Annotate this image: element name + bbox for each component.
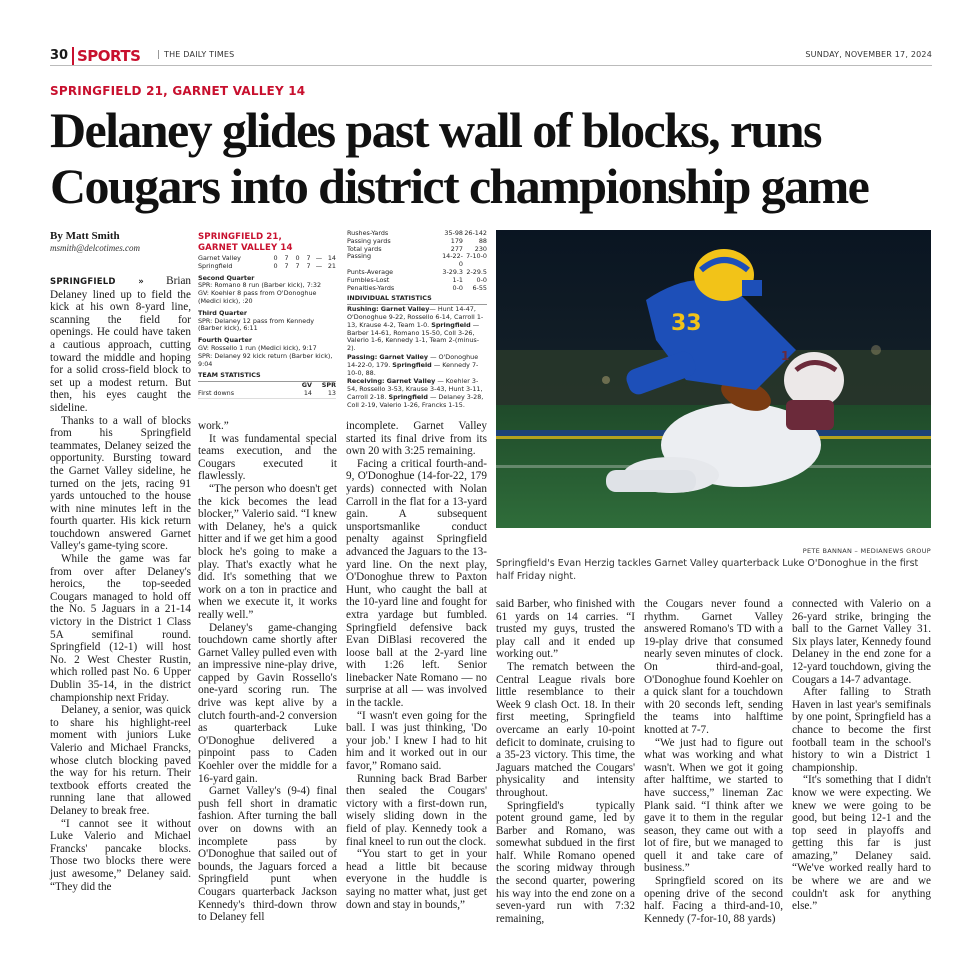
newspaper-name: THE DAILY TIMES <box>158 50 234 59</box>
paragraph: The rematch between the Central League rivals bore little resemblance to their Week 9 clash Oct. 18. In their first meeting, Springfield overcame an early 10-point deficit to dominate, cruising to a 35-23 victory. This time, the Jaguars matched the Cougars' physicality and intensity throughout. <box>496 660 635 799</box>
paragraph: Springfield's typically potent ground game, led by Barber and Romano, was somewhat subdued in the first half. While Romano opened the scoring midway through the second quarter, powering his way into the end zone on a seven-yard run with 7:32 remaining, <box>496 799 635 925</box>
paragraph: “It's something that I didn't know we were expecting. We knew we were going to be good, but being 12-1 and the top seed in playoffs and getting this far is just amazing,” Delaney said. “We've worked really hard to be where we are and we couldn't ask for anything else.” <box>792 774 931 913</box>
line-score-row: Springfield 0 7 7 7 — 21 <box>198 261 336 270</box>
line-score-row: Garnet Valley 0 7 0 7 — 14 <box>198 254 336 262</box>
photo-credit: PETE BANNAN – MEDIANEWS GROUP <box>802 547 931 555</box>
headline-line-1: Delaney glides past wall of blocks, runs <box>50 102 821 158</box>
team-stats-row: Rushes-Yards 35-98 26-142 <box>347 229 487 237</box>
box-score <box>198 232 336 399</box>
paragraph: While the game was far from over after Delaney's heroics, the top-seeded Cougars managed to hold off the No. 5 Jaguars in a 21-14 victory in the District 1 Class 5A semifinal round. Springfield (12-1) will host No. 2 West Chester Rustin, which rolled past No. 6 Upper Dublin 35-14, in the district championship next Friday. <box>50 553 191 704</box>
box-score-continued <box>347 230 487 410</box>
paragraph: Springfield scored on its opening drive of the second half. Facing a third-and-10, Kennedy (7-for-10, 88 yards) <box>644 875 783 925</box>
paragraph: connected with Valerio on a 26-yard strike, bringing the ball to the Garnet Valley 31. Six plays later, Kennedy found Delaney in the end zone for a 12-yard touchdown, giving the Cougars a 14-7 advantage. <box>792 598 931 686</box>
headline <box>50 102 950 214</box>
scoring-play: GV: Koehler 8 pass from O'Donoghue (Medici kick), :20 <box>198 289 317 305</box>
paragraph: “I wasn't even going for the ball. I was just thinking, 'Do your job.' I knew I had to hit him and it worked out in our favor,” Romano said. <box>346 709 487 773</box>
team-stats-row: Punts-Average 3-29.3 2-29.5 <box>347 267 487 276</box>
byline <box>50 230 190 253</box>
scoring-play: SPR: Delaney 92 kick return (Barber kick), 9:04 <box>198 351 333 368</box>
team-stats-row: First downs 14 13 <box>198 388 336 397</box>
individual-stats-heading: INDIVIDUAL STATISTICS <box>347 295 487 305</box>
photo-caption: Springfield's Evan Herzig tackles Garnet Valley quarterback Luke O'Donoghue in the first half Friday night. <box>496 558 919 582</box>
scoring-play: SPR: Delaney 12 pass from Kennedy (Barber kick), 6:11 <box>198 316 315 333</box>
passing-stats: Passing: Garnet Valley — O'Donoghue 14-22-0, 179. Springfield — Kennedy 7-10-0, 88. <box>347 352 479 377</box>
paragraph: “We just had to figure out what was working and what wasn't. When we got it going after halftime, we started to have success,” lineman Zac Plank said. “I think after we gave it to them in the regular season, they came out with a lot of fire, but we managed to quell it and take care of business.” <box>644 736 783 875</box>
line-score <box>198 255 336 271</box>
team-stats-row: Passing 14-22-0 7-10-0 <box>347 252 487 269</box>
paragraph: It was fundamental special teams execution, and the Cougars executed it flawlessly. <box>198 432 337 483</box>
scoring-play: GV: Rossello 1 run (Medici kick), 9:17 <box>198 343 317 352</box>
jersey-number: 1 <box>781 349 790 363</box>
tackle-illustration <box>496 230 931 528</box>
paragraph: Facing a critical fourth-and-9, O'Donoghue (14-for-22, 179 yards) connected with Nolan Carroll in the flat for a 13-yard gain. A subsequent unsportsmanlike conduct penalty against Springfield advanced the Jaguars to the 13-yard line. On the next play, O'Donoghue threw to Paxton Hunt, who caught the ball at the 10-yard line and fought for extra yardage but fumbled. Springfield defensive back Evan DiBlasi recovered the loose ball at the 2-yard line with 1:26 left. Senior linebacker Nate Romano — no surprise at all — was involved in the tackle. <box>346 457 487 710</box>
article-column-2 <box>198 420 337 924</box>
quarter-heading: Fourth Quarter <box>198 336 253 345</box>
team-stats-heading: TEAM STATISTICS <box>198 372 336 382</box>
paragraph: Delaney's game-changing touchdown came shortly after Garnet Valley pulled even with an impressive nine-play drive, capped by Gavin Rossello's one-yard scoring run. The drive was kept alive by a clutch fourth-and-2 conversion as quarterback Luke O'Donoghue delivered a pinpoint pass to Caden Koehler over the middle for a 16-yard gain. <box>198 621 337 785</box>
headline-line-2: Cougars into district championship game <box>50 158 869 214</box>
article-column-6 <box>792 598 931 913</box>
paragraph: SPRINGFIELD » Brian Delaney lined up to field the kick at his own 8-yard line, scanning the field for openings. He could have taken a cautious approach, cutting toward the middle and hoping for a solid cross-field block to set up a modest return. But then, his eyes caught the sideline. <box>50 275 192 414</box>
team-stats-row: Total yards 277 230 <box>347 244 487 253</box>
paragraph: “The person who doesn't get the kick becomes the lead blocker,” Valerio said. “I knew with Delaney, he's a quick hitter and if we get him a good block he's going to make a play. That's exactly what he did. It's something that we work on a ton in practice and when we execute it, it works really well.” <box>198 482 337 621</box>
team-stats-row: Fumbles-Lost 1-1 0-0 <box>347 275 487 284</box>
helmet-number: 33 <box>671 311 702 336</box>
team-stats-header-row: GV SPR <box>301 381 336 390</box>
dateline: SPRINGFIELD » <box>50 277 144 287</box>
author-email: msmith@delcotimes.com <box>50 243 141 253</box>
rushing-stats: Rushing: Garnet Valley— Hunt 14-47, O'Donoghue 9-22, Rossello 6-14, Carroll 1-13, Krause 4-2, Team 1-0. Springfield — Barber 14-61, Romano 15-50, Coll 3-26, Valerio 1-6, Kennedy 1-1, Team 2-(minus-2). <box>347 305 484 353</box>
score-kicker: SPRINGFIELD 21, GARNET VALLEY 14 <box>50 84 306 98</box>
paragraph: incomplete. Garnet Valley started its final drive from its own 20 with 3:25 remaining. <box>346 420 487 458</box>
game-photo <box>496 230 931 528</box>
article-column-3 <box>346 420 487 911</box>
quarter-heading: Third Quarter <box>198 308 248 317</box>
paragraph: “You start to get in your head a little bit because everyone in the huddle is saying no matter what, just get down and stay in bounds,” <box>346 848 487 911</box>
paragraph: After falling to Strath Haven in last year's semifinals by one point, Springfield has a chance to become the first football team in the school's history to win a District 1 championship. <box>792 686 931 774</box>
paragraph: “I cannot see it without Luke Valerio and Michael Francks' pancake blocks. Those two blocks there were just awesome,” Delaney said. “They did the <box>50 817 191 893</box>
paragraph: Running back Brad Barber then sealed the Cougars' victory with a first-down run, wisely sliding down in the field of play. Kennedy took a final kneel to run out the clock. <box>346 772 487 848</box>
scoring-play: SPR: Romano 8 run (Barber kick), 7:32 <box>198 281 322 290</box>
paragraph: Garnet Valley's (9-4) final push fell short in dramatic fashion. After turning the ball over on downs with an incomplete pass by O'Donoghue that sailed out of bounds, the Jaguars forced a Springfield punt when Cougars quarterback Jackson Kennedy's third-down throw to Delaney fell <box>198 785 337 924</box>
paragraph: Delaney, a senior, was quick to share his highlight-reel moment with juniors Luke Valerio and Michael Francks, whose clutch blocking paved the way for his return. Their textbook efforts created the running lane that allowed Delaney to break free. <box>50 704 191 817</box>
paragraph: Thanks to a wall of blocks from his Springfield teammates, Delaney seized the opportunity. Bursting toward the Garnet Valley sideline, he turned on the jets, racing 91 yards untouched to the house with nine minutes left in the fourth quarter. His kick return touchdown answered Garnet Valley's game-tying score. <box>50 414 191 553</box>
paragraph: the Cougars never found a rhythm. Garnet Valley answered Romano's TD with a 19-play drive that consumed nearly seven minutes of clock. On third-and-goal, O'Donoghue found Koehler on a quick slant for a touchdown with 20 seconds left, sending the teams into halftime knotted at 7-7. <box>644 598 783 736</box>
page-number: 30 <box>50 48 69 63</box>
receiving-stats: Receiving: Garnet Valley — Koehler 3-54, Rossello 3-53, Krause 3-43, Hunt 3-11, Carroll 2-18. Springfield — Delaney 3-28, Coll 2-19, Valerio 1-26, Francks 1-15. <box>347 377 484 409</box>
team-stats-row: Penalties-Yards 0-0 6-55 <box>347 283 487 292</box>
author: By Matt Smith <box>50 230 120 242</box>
section-name: SPORTS <box>72 47 140 65</box>
page-header <box>50 48 932 66</box>
article-column-4 <box>496 598 635 925</box>
quarter-heading: Second Quarter <box>198 273 255 282</box>
box-score-title: SPRINGFIELD 21, GARNET VALLEY 14 <box>198 232 293 253</box>
article-column-5 <box>644 598 783 925</box>
paragraph: said Barber, who finished with 61 yards on 14 carries. “I trusted my guys, trusted the play call and it ended up working out.” <box>496 598 635 661</box>
paragraph: work.” <box>198 420 229 432</box>
article-column-1 <box>50 275 191 893</box>
issue-date: SUNDAY, NOVEMBER 17, 2024 <box>805 50 932 59</box>
team-stats-row: Passing yards 179 88 <box>347 236 487 245</box>
